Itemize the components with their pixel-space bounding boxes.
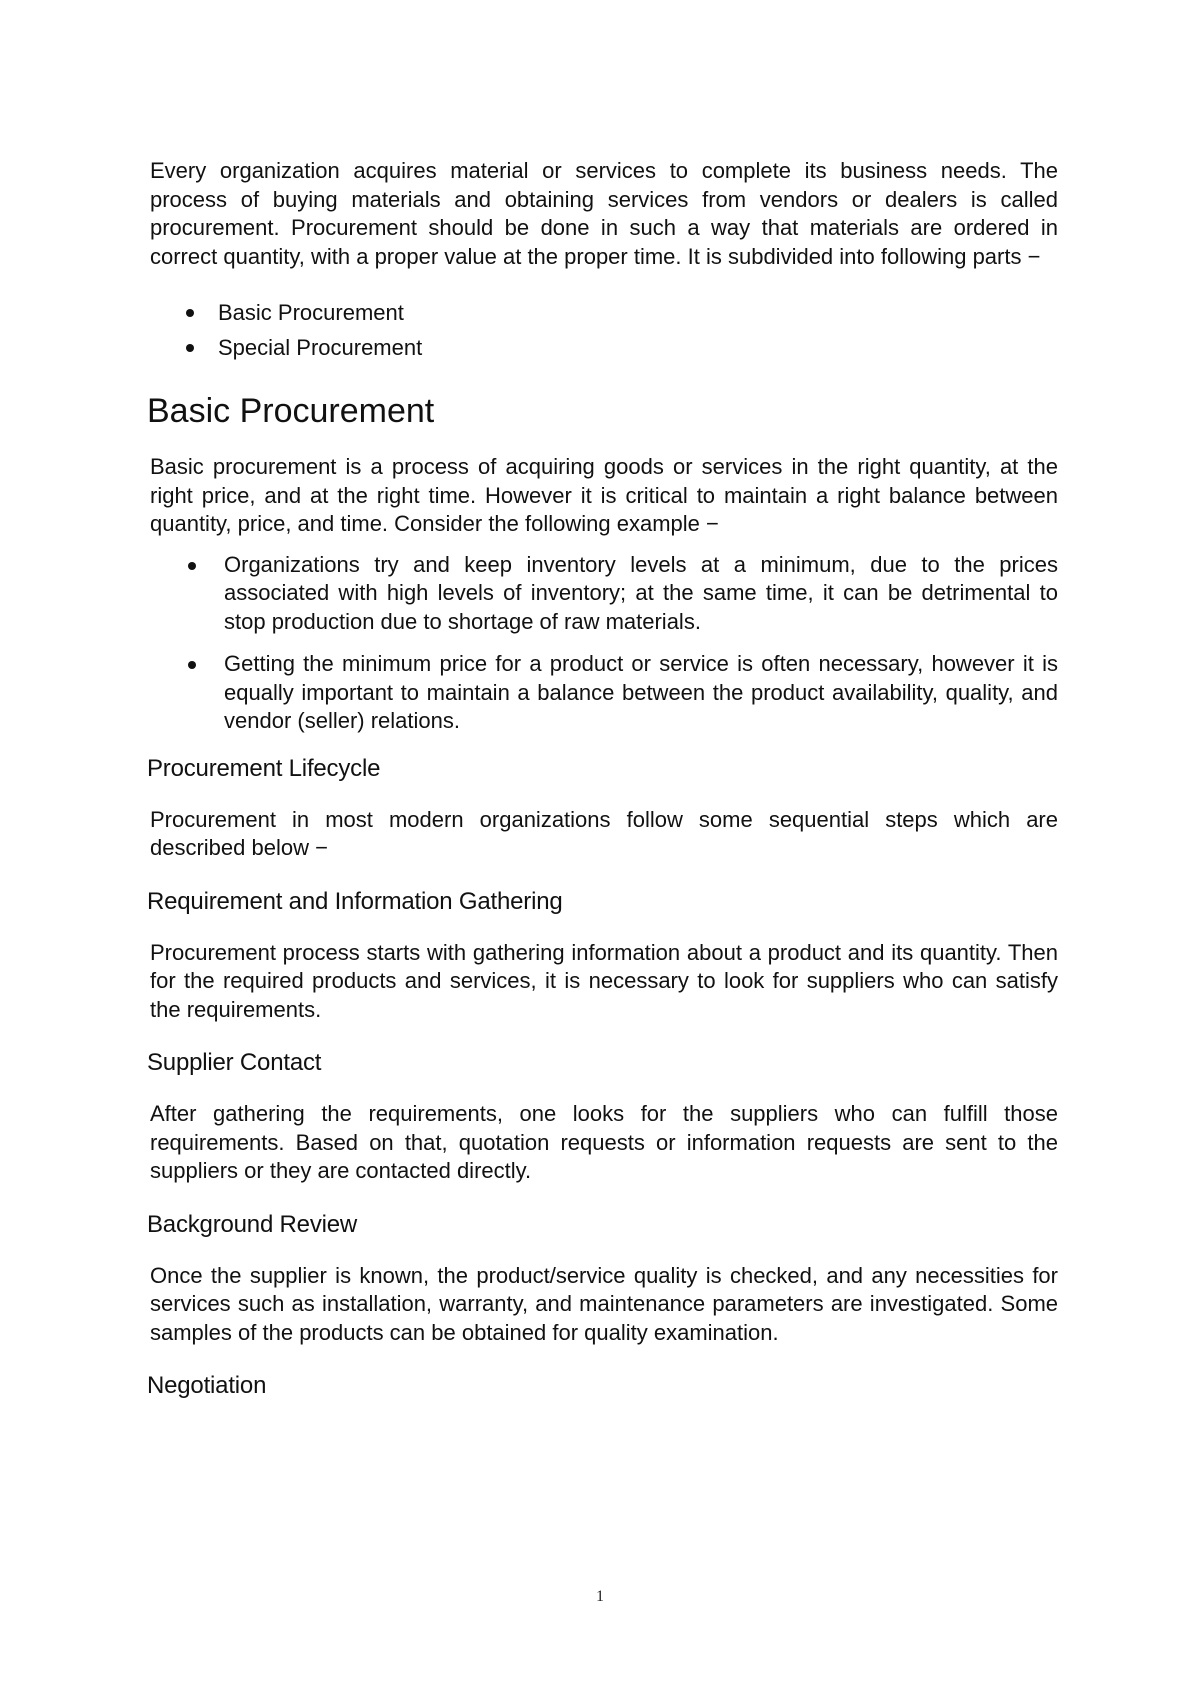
section-heading-negotiation: Negotiation (147, 1372, 267, 1399)
example-list (150, 551, 1058, 736)
section-heading-supplier-contact: Supplier Contact (147, 1049, 322, 1076)
bullet-icon (188, 562, 196, 570)
background-paragraph: Once the supplier is known, the product/service quality is checked, and any necessities for services such as installation, warranty, and maintenance parameters are investigated. Some samples of the products can be obtained for quality examination. (150, 1262, 1058, 1345)
bullet-icon (186, 344, 194, 352)
bullet-icon (188, 661, 196, 669)
list-item-text: Organizations try and keep inventory levels at a minimum, due to the prices associated with high levels of inventory; at the same time, it can be detrimental to stop production due to shortage of raw materials. (224, 551, 1058, 634)
intro-paragraph: Every organization acquires material or services to complete its business needs. The process of buying materials and obtaining services from vendors or dealers is called procurement. Procurement should be done in such a way that materials are ordered in correct quantity, with a proper value at the proper time. It is subdivided into following parts − (150, 158, 1058, 269)
page-number: 1 (596, 1588, 604, 1605)
list-item-text: Getting the minimum price for a product or service is often necessary, however it is equally important to maintain a balance between the product availability, quality, and vendor (seller) relations. (224, 651, 1058, 733)
section-heading-procurement-lifecycle: Procurement Lifecycle (147, 754, 381, 782)
list-item-label: Special Procurement (218, 335, 423, 360)
list-item-label: Basic Procurement (218, 300, 404, 325)
section-heading-requirement-gathering: Requirement and Information Gathering (147, 887, 563, 915)
section-heading-basic-procurement: Basic Procurement (147, 392, 435, 430)
procurement-parts-list (150, 295, 1058, 365)
list-item (150, 650, 1058, 736)
section-heading-background-review: Background Review (147, 1210, 358, 1238)
list-item (150, 551, 1058, 637)
list-item (150, 330, 1058, 365)
basic-procurement-paragraph: Basic procurement is a process of acquiring goods or services in the right quantity, at the right price, and at the right time. However it is critical to maintain a right balance between quantity, price, and time. Consider the following example − (150, 454, 1058, 536)
requirement-paragraph: Procurement process starts with gathering information about a product and its quantity. Then for the required products and services, it is necessary to look for suppliers who can satisfy the requirements. (150, 939, 1058, 1022)
list-item (150, 295, 1058, 330)
lifecycle-paragraph: Procurement in most modern organizations follow some sequential steps which are described below − (150, 806, 1058, 860)
page-content (147, 157, 1058, 1401)
supplier-paragraph: After gathering the requirements, one looks for the suppliers who can fulfill those requirements. Based on that, quotation requests or information requests are sent to the suppliers or they are contacted directly. (150, 1101, 1058, 1183)
bullet-icon (186, 309, 194, 317)
